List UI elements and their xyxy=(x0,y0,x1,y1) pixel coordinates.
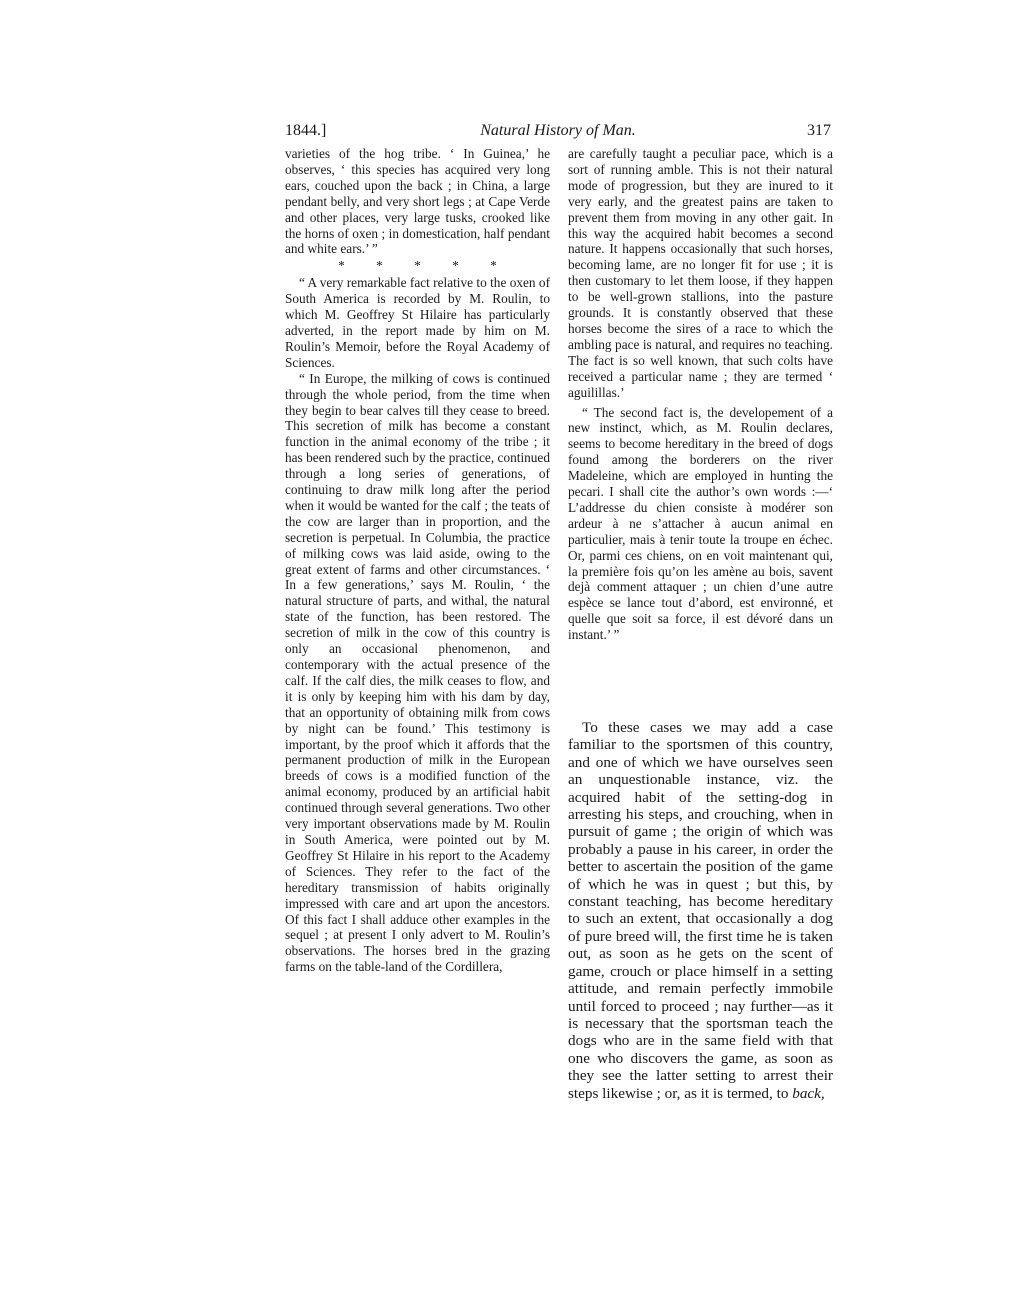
right-paragraph-3 xyxy=(568,719,833,1102)
left-paragraph-2: “ A very remarkable fact relative to the oxen of South America is recorded by M. Roulin, to which M. Geoffrey St Hilaire has particularly adverted, in the report made by him on M. Roulin’s Memoir, before the Royal Academy of Sciences. xyxy=(285,275,550,370)
left-paragraph-1: varieties of the hog tribe. ‘ In Guinea,’ he observes, ‘ this species has acquired very long ears, couched upon the back ; in China, a large pendant belly, and very short legs ; at Cape Verde and other places, very large tusks, crooked like the horns of oxen ; in domestication, half pendant and white ears.’ ” xyxy=(285,146,550,257)
italic-back: back, xyxy=(792,1084,825,1102)
star-glyph: * xyxy=(376,258,383,274)
left-column xyxy=(285,146,550,975)
star-glyph: * xyxy=(338,258,345,274)
right-column-large-type xyxy=(568,719,833,1102)
star-glyph: * xyxy=(490,258,497,274)
header-title: Natural History of Man. xyxy=(480,122,636,139)
star-glyph: * xyxy=(414,258,421,274)
right-column-small-type xyxy=(568,146,833,643)
star-glyph: * xyxy=(452,258,459,274)
header-year: 1844.] xyxy=(285,122,327,139)
right-paragraph-2: “ The second fact is, the developement of a new instinct, which, as M. Roulin declares, seems to become hereditary in the breed of dogs found among the borderers on the river Madeleine, which are employed in hunting the pecari. I shall cite the author’s own words :—‘ L’addresse du chien consiste à modérer son ardeur à ne s’attacher à aucun animal en particulier, mais à tenir toute la troupe en échec. Or, parmi ces chiens, on en voit maintenant qui, la première fois qu’on les amène au bois, savent dejà comment attaquer ; un chien d’une autre espèce se lance tout d’abord, est environné, et quelle que soit sa force, il est dévoré dans un instant.’ ” xyxy=(568,404,833,643)
left-paragraph-3: “ In Europe, the milking of cows is continued through the whole period, from the time when they begin to bear calves till they cease to breed. This secretion of milk has become a constant function in the animal economy of the tribe ; it has been rendered such by the practice, continued through a long series of generations, of continuing to draw milk long after the period when it would be wanted for the calf ; the teats of the cow are larger than in proportion, and the secretion is perpetual. In Columbia, the practice of milking cows was laid aside, owing to the great extent of farms and other circumstances. ‘ In a few generations,’ says M. Roulin, ‘ the natural structure of parts, and withal, the natural state of the function, has been restored. The secretion of milk in the cow of this country is only an occasional phenomenon, and contemporary with the actual presence of the calf. If the calf dies, the milk ceases to flow, and it is only by keeping him with his dam by day, that an opportunity of obtaining milk from cows by night can be found.’ This testimony is important, by the proof which it affords that the permanent production of milk in the European breeds of cows is a modified function of the animal economy, produced by an artificial habit continued through several generations. Two other very important observations made by M. Roulin in South America, were pointed out by M. Geoffrey St Hilaire in his report to the Academy of Sciences. They refer to the fact of the hereditary transmission of habits originally impressed with care and art upon the ancestors. Of this fact I shall adduce other examples in the sequel ; at present I only advert to M. Roulin’s observations. The horses bred in the grazing farms on the table-land of the Cordillera, xyxy=(285,370,550,975)
right-paragraph-1: are carefully taught a peculiar pace, which is a sort of running amble. This is not their natural mode of progression, but they are inured to it very early, and the greatest pains are taken to prevent them from moving in any other gait. In this way the acquired habit becomes a second nature. It happens occasionally that such horses, becoming lame, are no longer fit for use ; it is then customary to let them loose, if they happen to be well-grown stallions, into the pasture grounds. It is constantly observed that these horses become the sires of a race to which the ambling pace is natural, and requires no teaching. The fact is so well known, that such colts have received a particular name ; they are termed ‘ aguilillas.’ xyxy=(568,146,833,400)
right-paragraph-3-text: To these cases we may add a case familiar to the sportsmen of this country, and one of which we have ourselves seen an unquestionable instance, viz. the acquired habit of the setting-dog in arresting his steps, and crouching, when in pursuit of game ; the origin of which was probably a pause in his career, in order the better to ascertain the position of the game of which he was in quest ; but this, by constant teaching, has become hereditary to such an extent, that occasionally a dog of pure breed will, the first time he is taken out, as soon as he gets on the scent of game, crouch or place himself in a setting attitude, and remain perfectly immobile until forced to proceed ; nay further—as it is necessary that the sportsman teach the dogs who are in the same field with that one who discovers the game, as soon as they see the latter setting to arrest their steps likewise ; or, as it is termed, to xyxy=(568,719,833,1102)
section-break-stars xyxy=(285,258,550,274)
page-number: 317 xyxy=(807,122,831,139)
running-header xyxy=(283,120,833,142)
